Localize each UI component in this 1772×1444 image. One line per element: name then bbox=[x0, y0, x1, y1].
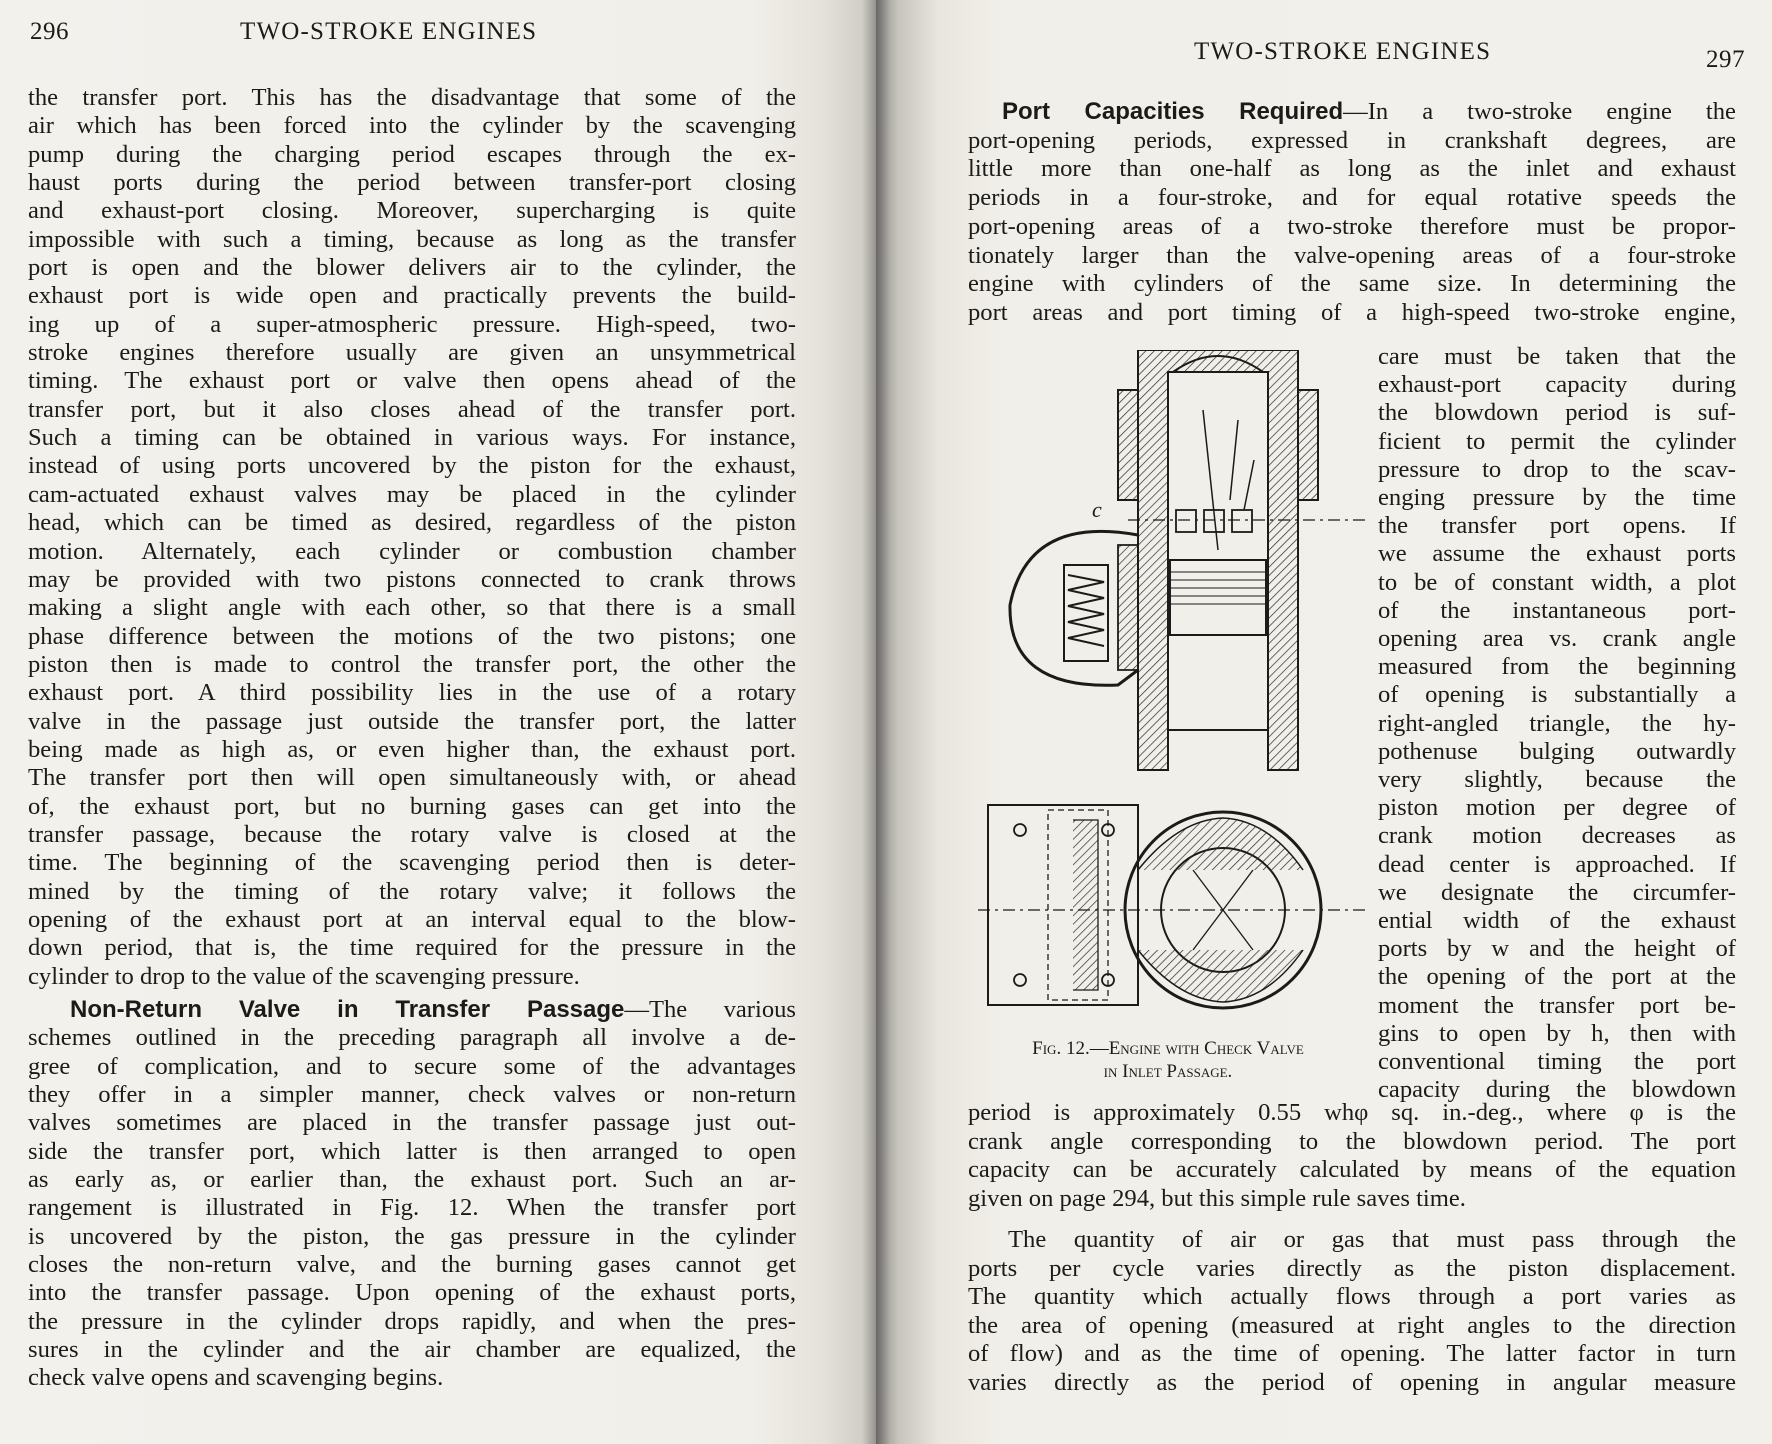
text-line: impossible with such a timing, because as long as the transfer bbox=[28, 225, 796, 253]
text-line: phase difference between the motions of the two pistons; one bbox=[28, 622, 796, 650]
right-paragraph-2 bbox=[968, 1226, 1736, 1398]
text-line: port areas and port timing of a high-speed two-stroke engine, bbox=[968, 298, 1736, 326]
figure-caption-line-2: in Inlet Passage. bbox=[1103, 1061, 1233, 1082]
text-line bbox=[968, 98, 1736, 127]
text-line: ing up of a super-atmospheric pressure. High-speed, two- bbox=[28, 310, 796, 338]
text-line: sures in the cylinder and the air chamber are equalized, the bbox=[28, 1336, 796, 1364]
text-line: exhaust port is wide open and practically prevents the build- bbox=[28, 282, 796, 310]
text-line: instead of using ports uncovered by the piston for the exhaust, bbox=[28, 452, 796, 480]
text-line: little more than one-half as long as the inlet and exhaust bbox=[968, 155, 1736, 183]
text-line: time. The beginning of the scavenging period then is deter- bbox=[28, 849, 796, 877]
text-line: periods in a four-stroke, and for equal rotative speeds the bbox=[968, 184, 1736, 212]
heading-continuation: —In a two-stroke engine the bbox=[1343, 98, 1736, 125]
text-line: very slightly, because the bbox=[1378, 766, 1736, 794]
section-heading: Non-Return Valve in Transfer Passage bbox=[70, 996, 625, 1023]
right-paragraph-1 bbox=[968, 98, 1736, 328]
text-line: as early as, or earlier than, the exhaust port. Such an ar- bbox=[28, 1166, 796, 1194]
figure-label-c: c bbox=[1092, 497, 1102, 522]
text-line: piston motion per degree of bbox=[1378, 794, 1736, 822]
text-line: The transfer port then will open simultaneously with, or ahead bbox=[28, 764, 796, 792]
text-line: piston then is made to control the transfer port, the other the bbox=[28, 650, 796, 678]
text-line: of flow) and as the time of opening. The latter factor in turn bbox=[968, 1340, 1736, 1368]
text-line: timing. The exhaust port or valve then opens ahead of the bbox=[28, 367, 796, 395]
figure-caption bbox=[968, 1037, 1368, 1083]
engine-figure bbox=[968, 350, 1368, 1010]
right-paragraph-1-tail bbox=[968, 1099, 1736, 1213]
heading-continuation: —The various bbox=[624, 996, 796, 1023]
text-line: may be provided with two pistons connected to crank throws bbox=[28, 565, 796, 593]
text-line: down period, that is, the time required for the pressure in the bbox=[28, 934, 796, 962]
running-head-left: TWO-STROKE ENGINES bbox=[240, 18, 538, 45]
text-line: the area of opening (measured at right angles to the direction bbox=[968, 1311, 1736, 1339]
text-line: crank angle corresponding to the blowdown period. The port bbox=[968, 1127, 1736, 1155]
text-line: to be of constant width, a plot bbox=[1378, 568, 1736, 596]
text-line: cam-actuated exhaust valves may be placed in the cylinder bbox=[28, 480, 796, 508]
text-line: opening of the exhaust port at an interval equal to the blow- bbox=[28, 905, 796, 933]
text-line: rangement is illustrated in Fig. 12. When the transfer port bbox=[28, 1194, 796, 1222]
text-line: moment the transfer port be- bbox=[1378, 991, 1736, 1019]
left-paragraph-1 bbox=[28, 84, 796, 991]
running-head-right: TWO-STROKE ENGINES bbox=[1194, 38, 1492, 65]
cylinder-drawing bbox=[1010, 350, 1368, 770]
text-line: ports by w and the height of bbox=[1378, 935, 1736, 963]
text-line bbox=[28, 996, 796, 1024]
text-line: making a slight angle with each other, so that there is a small bbox=[28, 594, 796, 622]
text-line: we assume the exhaust ports bbox=[1378, 540, 1736, 568]
text-line: dead center is approached. If bbox=[1378, 850, 1736, 878]
left-page bbox=[0, 0, 876, 1444]
text-line: and exhaust-port closing. Moreover, supercharging is quite bbox=[28, 197, 796, 225]
text-line: crank motion decreases as bbox=[1378, 822, 1736, 850]
text-line: Such a timing can be obtained in various ways. For instance, bbox=[28, 424, 796, 452]
text-line: of the instantaneous port- bbox=[1378, 596, 1736, 624]
text-line: is uncovered by the piston, the gas pressure in the cylinder bbox=[28, 1222, 796, 1250]
text-line: transfer passage, because the rotary valve is closed at the bbox=[28, 820, 796, 848]
text-line: port is open and the blower delivers air to the cylinder, the bbox=[28, 254, 796, 282]
book-gutter bbox=[862, 0, 890, 1444]
text-line: stroke engines therefore usually are given an unsymmetrical bbox=[28, 339, 796, 367]
text-line: haust ports during the period between transfer-port closing bbox=[28, 169, 796, 197]
text-line: air which has been forced into the cylinder by the scavenging bbox=[28, 112, 796, 140]
text-line: engine with cylinders of the same size. In determining the bbox=[968, 270, 1736, 298]
text-line: conventional timing the port bbox=[1378, 1048, 1736, 1076]
text-line: valves sometimes are placed in the transfer passage just out- bbox=[28, 1109, 796, 1137]
text-line: opening area vs. crank angle bbox=[1378, 625, 1736, 653]
text-line: care must be taken that the bbox=[1378, 343, 1736, 370]
text-line: period is approximately 0.55 whφ sq. in.-deg., where φ is the bbox=[968, 1099, 1736, 1126]
text-line: ential width of the exhaust bbox=[1378, 907, 1736, 935]
text-line: closes the non-return valve, and the burning gases cannot get bbox=[28, 1251, 796, 1279]
text-line: they offer in a simpler manner, check valves or non-return bbox=[28, 1081, 796, 1109]
text-line: the opening of the port at the bbox=[1378, 963, 1736, 991]
text-line: exhaust port. A third possibility lies in the use of a rotary bbox=[28, 679, 796, 707]
text-line: The quantity which actually flows through a port varies as bbox=[968, 1283, 1736, 1311]
left-paragraph-2 bbox=[28, 996, 796, 1393]
figure-caption-line-1: Fig. 12.—Engine with Check Valve bbox=[1032, 1038, 1304, 1059]
text-line: exhaust-port capacity during bbox=[1378, 371, 1736, 399]
text-line: port-opening periods, expressed in crankshaft degrees, are bbox=[968, 126, 1736, 154]
text-line: gins to open by h, then with bbox=[1378, 1019, 1736, 1047]
text-line: measured from the beginning bbox=[1378, 653, 1736, 681]
text-line: check valve opens and scavenging begins. bbox=[28, 1364, 444, 1392]
text-line: pressure to drop to the scav- bbox=[1378, 455, 1736, 483]
text-line: schemes outlined in the preceding paragraph all involve a de- bbox=[28, 1024, 796, 1052]
text-line: pump during the charging period escapes through the ex- bbox=[28, 140, 796, 168]
text-line: mined by the timing of the rotary valve; it follows the bbox=[28, 877, 796, 905]
text-line: tionately larger than the valve-opening areas of a four-stroke bbox=[968, 241, 1736, 269]
text-line: side the transfer port, which latter is then arranged to open bbox=[28, 1137, 796, 1165]
right-wrapped-text bbox=[1378, 343, 1736, 1104]
text-line: of opening is substantially a bbox=[1378, 681, 1736, 709]
text-line: pothenuse bulging outwardly bbox=[1378, 737, 1736, 765]
text-line: of, the exhaust port, but no burning gases can get into the bbox=[28, 792, 796, 820]
text-line: transfer port, but it also closes ahead of the transfer port. bbox=[28, 395, 796, 423]
text-line: into the transfer passage. Upon opening of the exhaust ports, bbox=[28, 1279, 796, 1307]
text-line: ficient to permit the cylinder bbox=[1378, 427, 1736, 455]
text-line: ports per cycle varies directly as the piston displacement. bbox=[968, 1254, 1736, 1282]
text-line: varies directly as the period of opening in angular measure bbox=[968, 1368, 1736, 1396]
text-line: cylinder to drop to the value of the scavenging pressure. bbox=[28, 962, 580, 990]
text-line: we designate the circumfer- bbox=[1378, 878, 1736, 906]
text-line: given on page 294, but this simple rule saves time. bbox=[968, 1184, 1466, 1212]
text-line: the transfer port. This has the disadvantage that some of the bbox=[28, 84, 796, 111]
text-line: capacity can be accurately calculated by means of the equation bbox=[968, 1156, 1736, 1183]
page-number-left: 296 bbox=[30, 18, 69, 45]
text-line: enging pressure by the time bbox=[1378, 484, 1736, 512]
text-line: The quantity of air or gas that must pass through the bbox=[1008, 1226, 1736, 1253]
text-line: the pressure in the cylinder drops rapidly, and when the pres- bbox=[28, 1307, 796, 1335]
section-heading: Port Capacities Required bbox=[1002, 98, 1344, 125]
text-line: right-angled triangle, the hy- bbox=[1378, 709, 1736, 737]
text-line: the blowdown period is suf- bbox=[1378, 399, 1736, 427]
text-line: port-opening areas of a two-stroke therefore must be propor- bbox=[968, 212, 1736, 240]
text-line: capacity during the blowdown bbox=[1378, 1076, 1736, 1104]
text-line: being made as high as, or even higher than, the exhaust port. bbox=[28, 735, 796, 763]
text-line: motion. Alternately, each cylinder or combustion chamber bbox=[28, 537, 796, 565]
plan-view-drawing bbox=[978, 805, 1368, 1008]
text-line: gree of complication, and to secure some of the advantages bbox=[28, 1052, 796, 1080]
right-page bbox=[876, 0, 1772, 1444]
text-line: head, which can be timed as desired, regardless of the piston bbox=[28, 509, 796, 537]
text-line: the transfer port opens. If bbox=[1378, 512, 1736, 540]
page-number-right: 297 bbox=[1706, 46, 1745, 73]
text-line: valve in the passage just outside the transfer port, the latter bbox=[28, 707, 796, 735]
